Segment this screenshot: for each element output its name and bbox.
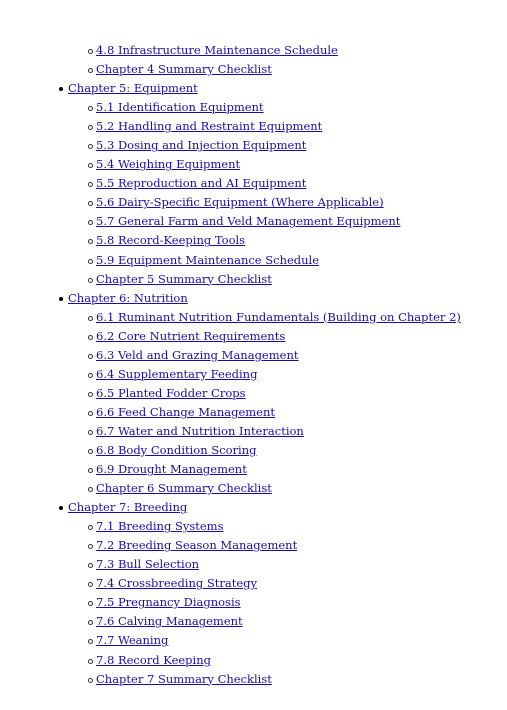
chapter-list [0, 79, 507, 689]
toc-subsection-link[interactable]: 7.7 Weaning [96, 633, 169, 648]
toc-subsection-link[interactable]: 5.6 Dairy-Specific Equipment (Where Applicable) [96, 195, 384, 210]
toc-subsection-link[interactable]: 7.1 Breeding Systems [96, 519, 224, 534]
toc-subsection-link[interactable]: 4.8 Infrastructure Maintenance Schedule [96, 43, 338, 57]
toc-subsection-item [0, 41, 507, 60]
toc-subsection-link[interactable]: 6.2 Core Nutrient Requirements [96, 328, 286, 343]
toc-subsection-item [0, 327, 507, 346]
toc-chapter-link[interactable]: Chapter 6: Nutrition [68, 290, 188, 305]
toc-subsection-link[interactable]: 7.6 Calving Management [96, 614, 243, 629]
toc-subsection-link[interactable]: 5.8 Record-Keeping Tools [96, 233, 246, 248]
toc-subsection-link[interactable]: 6.3 Veld and Grazing Management [96, 347, 299, 362]
toc-subsection-item [0, 174, 507, 193]
toc-chapter-row [0, 289, 507, 308]
toc-subsection-link[interactable]: 6.8 Body Condition Scoring [96, 442, 257, 457]
toc-subsection-link[interactable]: 6.7 Water and Nutrition Interaction [96, 423, 304, 438]
toc-subsection-item [0, 384, 507, 403]
toc-subsection-link[interactable]: 7.4 Crossbreeding Strategy [96, 576, 258, 591]
toc-subsection-link[interactable]: 5.1 Identification Equipment [96, 100, 264, 115]
toc-chapter-link[interactable]: Chapter 5: Equipment [68, 81, 198, 96]
toc-subsection-item [0, 117, 507, 136]
toc-subsection-item [0, 555, 507, 574]
toc-subsection-link[interactable]: 5.9 Equipment Maintenance Schedule [96, 252, 320, 267]
toc-subsection-item [0, 536, 507, 555]
toc-subsection-link[interactable]: 6.6 Feed Change Management [96, 404, 276, 419]
toc-subsection-item [0, 631, 507, 650]
toc-subsection-link[interactable]: 7.2 Breeding Season Management [96, 538, 298, 553]
toc-subsection-link[interactable]: 6.4 Supplementary Feeding [96, 366, 258, 381]
toc-subsection-list [0, 517, 507, 688]
toc-subsection-link[interactable]: 5.7 General Farm and Veld Management Equipment [96, 214, 401, 229]
toc-subsection-item [0, 403, 507, 422]
toc-chapter-item [0, 79, 507, 289]
toc-subsection-item [0, 612, 507, 631]
chapter-4-tail-list [0, 41, 507, 79]
toc-chapter-item [0, 289, 507, 499]
toc-subsection-link[interactable]: Chapter 6 Summary Checklist [96, 481, 272, 496]
toc-subsection-link[interactable]: 7.5 Pregnancy Diagnosis [96, 595, 241, 610]
toc-subsection-link[interactable]: 7.3 Bull Selection [96, 557, 200, 572]
toc-subsection-item [0, 670, 507, 689]
toc-subsection-link[interactable]: 5.4 Weighing Equipment [96, 157, 241, 172]
toc-subsection-link[interactable]: 5.5 Reproduction and AI Equipment [96, 176, 307, 191]
toc-subsection-link[interactable]: 5.2 Handling and Restraint Equipment [96, 119, 323, 134]
toc-subsection-item [0, 651, 507, 670]
toc-subsection-link[interactable]: 5.3 Dosing and Injection Equipment [96, 138, 307, 153]
toc-subsection-item [0, 441, 507, 460]
table-of-contents [0, 41, 507, 689]
toc-subsection-link[interactable]: Chapter 7 Summary Checklist [96, 671, 272, 686]
toc-subsection-item [0, 212, 507, 231]
toc-subsection-link[interactable]: 6.9 Drought Management [96, 462, 247, 477]
toc-subsection-item [0, 231, 507, 250]
toc-subsection-link[interactable]: 6.1 Ruminant Nutrition Fundamentals (Building on Chapter 2) [96, 309, 461, 324]
toc-subsection-list [0, 308, 507, 498]
toc-subsection-item [0, 98, 507, 117]
toc-subsection-item [0, 517, 507, 536]
toc-subsection-link[interactable]: Chapter 5 Summary Checklist [96, 271, 272, 286]
toc-chapter-row [0, 79, 507, 98]
toc-subsection-item [0, 155, 507, 174]
toc-subsection-item [0, 365, 507, 384]
toc-subsection-list [0, 98, 507, 288]
toc-subsection-link[interactable]: 6.5 Planted Fodder Crops [96, 385, 246, 400]
toc-subsection-link[interactable]: Chapter 4 Summary Checklist [96, 62, 272, 77]
toc-chapter-link[interactable]: Chapter 7: Breeding [68, 500, 188, 515]
toc-chapter-row [0, 498, 507, 517]
toc-subsection-item [0, 136, 507, 155]
toc-subsection-item [0, 60, 507, 79]
toc-chapter-item [0, 498, 507, 688]
toc-subsection-item [0, 346, 507, 365]
toc-subsection-item [0, 251, 507, 270]
toc-subsection-item [0, 422, 507, 441]
toc-subsection-item [0, 308, 507, 327]
toc-subsection-item [0, 193, 507, 212]
toc-subsection-item [0, 460, 507, 479]
toc-subsection-item [0, 270, 507, 289]
toc-subsection-item [0, 593, 507, 612]
toc-subsection-item [0, 479, 507, 498]
toc-subsection-item [0, 574, 507, 593]
toc-subsection-link[interactable]: 7.8 Record Keeping [96, 652, 211, 667]
